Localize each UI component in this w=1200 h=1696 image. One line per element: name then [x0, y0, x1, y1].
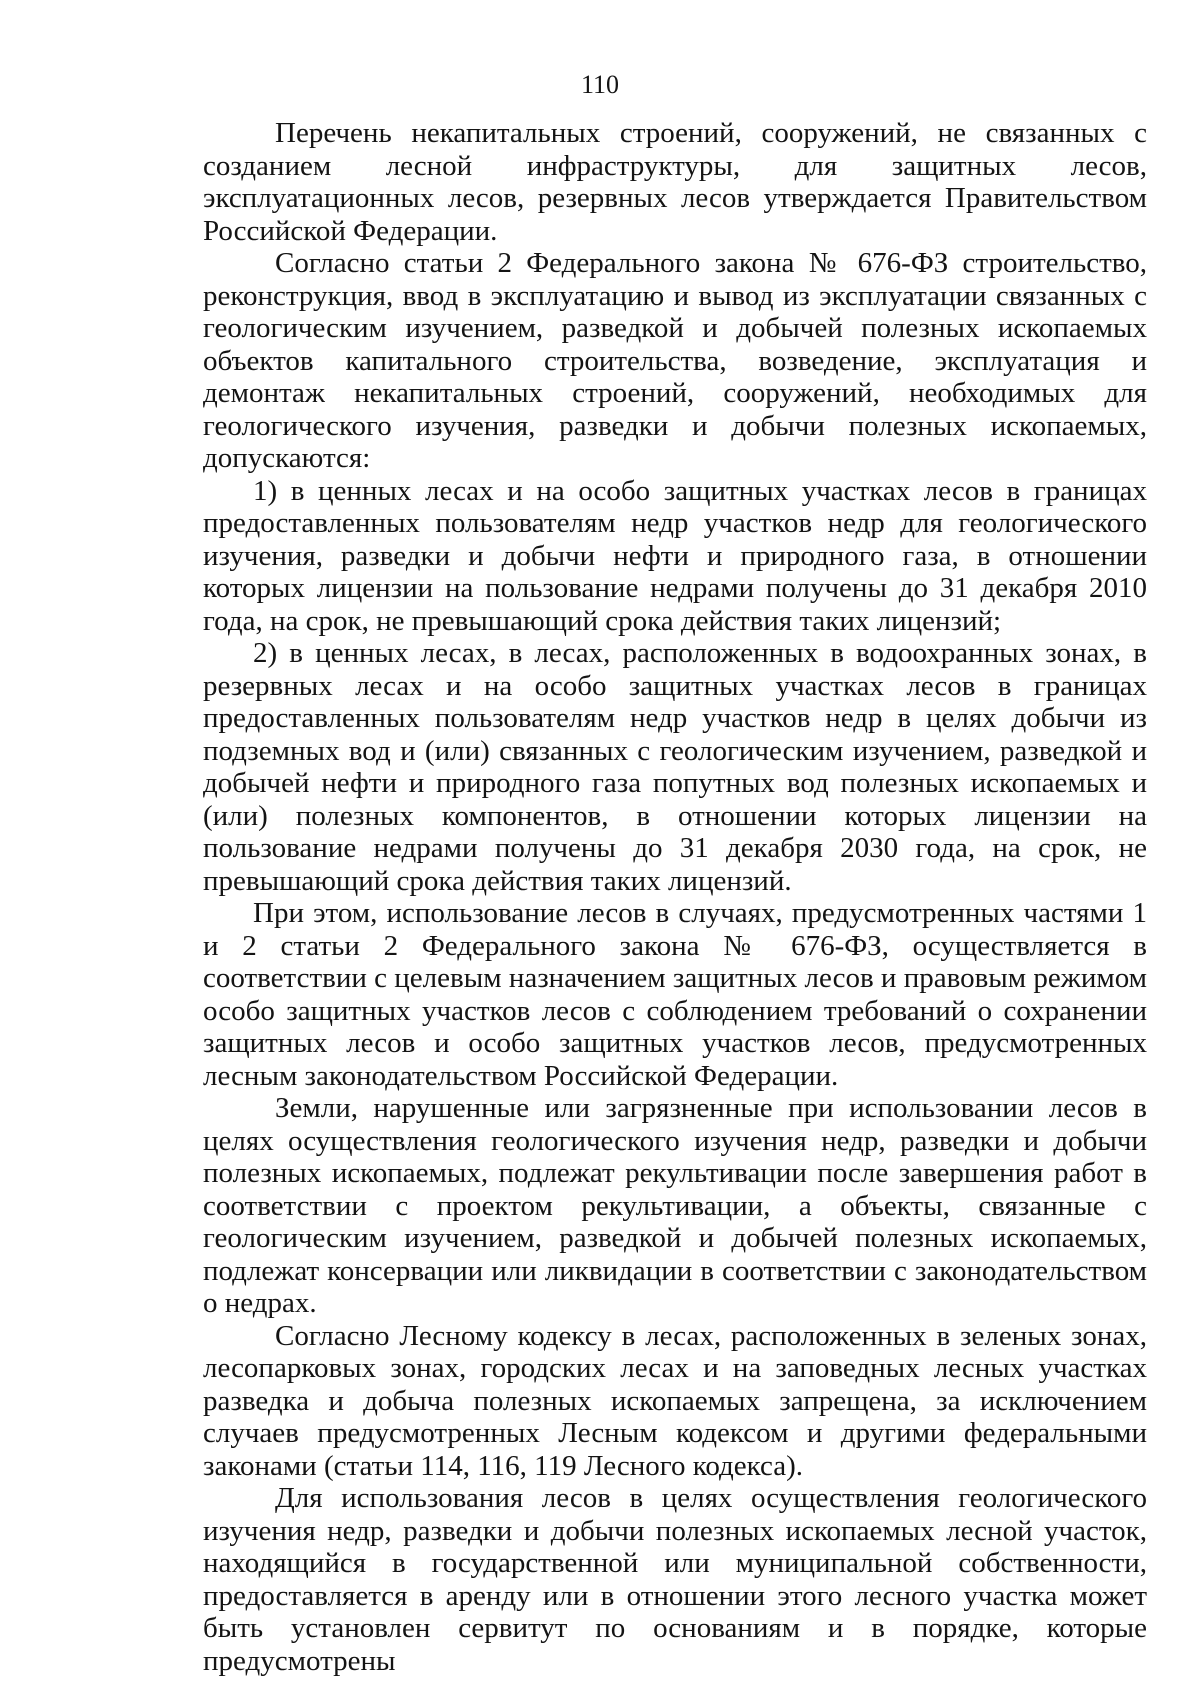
paragraph-nonpermanent-structures-list: Перечень некапитальных строений, сооружений, не связанных с созданием лесной инфраструктуры, для защитных лесов, эксплуатационных лесов, резервных лесов утверждается Правительством Российской Федерации. — [203, 117, 1147, 247]
paragraph-forest-use-conditions: При этом, использование лесов в случаях, предусмотренных частями 1 и 2 статьи 2 Федерального закона № 676-ФЗ, осуществляется в соответствии с целевым назначением защитных лесов и правовым режимом особо защитных участков лесов с соблюдением требований о сохранении защитных лесов и особо защитных участков лесов, предусмотренных лесным законодательством Российской Федерации. — [203, 897, 1147, 1092]
paragraph-forest-code-prohibition: Согласно Лесному кодексу в лесах, расположенных в зеленых зонах, лесопарковых зонах, городских лесах и на заповедных лесных участках разведка и добыча полезных ископаемых запрещена, за исключением случаев предусмотренных Лесным кодексом и другими федеральными законами (статьи 114, 116, 119 Лесного кодекса). — [203, 1319, 1147, 1482]
paragraph-law-676-article-2: Согласно статьи 2 Федерального закона № 676-ФЗ строительство, реконструкция, ввод в эксплуатацию и вывод из эксплуатации связанных с геологическим изучением, разведкой и добычей полезных ископаемых объектов капитального строительства, возведение, эксплуатация и демонтаж некапитальных строений, сооружений, необходимых для геологического изучения, разведки и добычи полезных ископаемых, допускаются: — [203, 247, 1147, 474]
list-item-2-water-protection-zones: 2) в ценных лесах, в лесах, расположенных в водоохранных зонах, в резервных лесах и на особо защитных участках лесов в границах предоставленных пользователям недр участков недр в целях добычи из подземных вод и (или) связанных с геологическим изучением, разведкой и добычей нефти и природного газа попутных вод полезных ископаемых и (или) полезных компонентов, в отношении которых лицензии на пользование недрами получены до 31 декабря 2030 года, на срок, не превышающий срока действия таких лицензий. — [203, 637, 1147, 897]
list-item-1-valuable-forests: 1) в ценных лесах и на особо защитных участках лесов в границах предоставленных пользователям недр участков недр для геологического изучения, разведки и добычи нефти и природного газа, в отношении которых лицензии на пользование недрами получены до 31 декабря 2010 года, на срок, не превышающий срока действия таких лицензий; — [203, 474, 1147, 637]
paragraph-land-reclamation: Земли, нарушенные или загрязненные при использовании лесов в целях осуществления геологического изучения недр, разведки и добычи полезных ископаемых, подлежат рекультивации после завершения работ в соответствии с проектом рекультивации, а объекты, связанные с геологическим изучением, разведкой и добычей полезных ископаемых, подлежат консервации или ликвидации в соответствии с законодательством о недрах. — [203, 1092, 1147, 1319]
document-body — [203, 117, 1147, 1677]
page-number: 110 — [580, 70, 620, 99]
paragraph-lease-or-servitude: Для использования лесов в целях осуществления геологического изучения недр, разведки и добычи полезных ископаемых лесной участок, находящийся в государственной или муниципальной собственности, предоставляется в аренду или в отношении этого лесного участка может быть установлен сервитут по основаниям и в порядке, которые предусмотрены — [203, 1482, 1147, 1677]
